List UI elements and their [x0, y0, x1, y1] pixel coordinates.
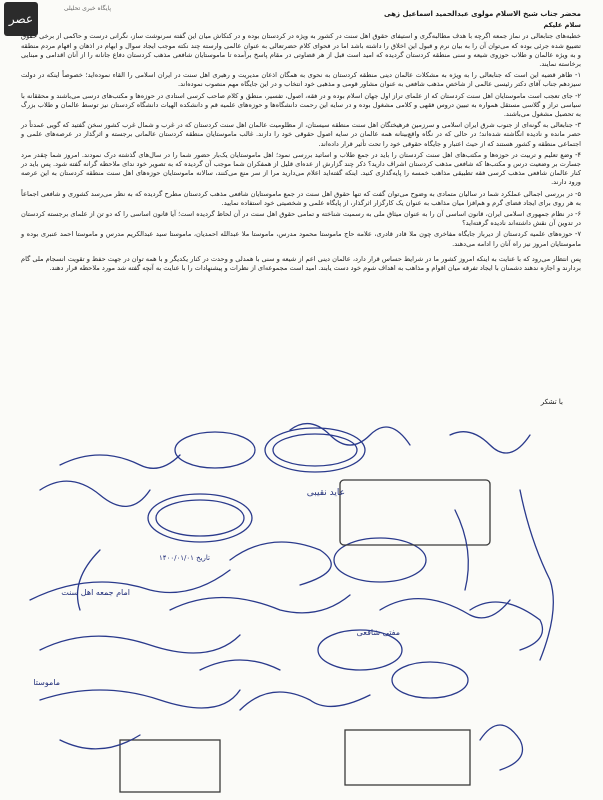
signature-scribble: [40, 481, 150, 506]
stamp-oval: [148, 494, 252, 542]
letter-point: ۴- وضع تعلیم و تربیت در حوزه‌ها و مکتب‌های اهل سنت کردستان را باید در جمع طلاب و اساتید بررسی نمود؛ اهل ماموستایان یک‌بار حضور شما را در سال‌های گذشته درک نمودند. امروز شما چقدر مرد جسارت بر وضعیت درس و مکتب‌ها که شافعی مذهب کردستان اشراف دارید؟ ذکر چند گزارش از عده‌ای قلیل از همفکران شما موجب آن گردیده که به تصویر خود ندای ملاحظه گرانه گفته شود. پس باید در کنار عالمان شافعی مذهب کرسی فقه تطبیقی مذاهب خمسه را پایه‌گذاری کنید. اینکه گفته‌اید اعلام می‌دارید مرا از سر منع می‌کنند، سالانه ماموستایان حوزه‌های اهل سنت منطقه کردستان به این عرصه ورود دارند.: [21, 150, 581, 187]
signature-scribble: [520, 490, 553, 660]
signatures-drawing: [0, 410, 603, 800]
signature-scribble: [40, 690, 240, 708]
signature-scribble: [60, 735, 140, 749]
letter-greeting: سلام علیکم: [543, 21, 581, 30]
signature-scribble: [40, 635, 240, 653]
signature-scribble: [78, 550, 101, 610]
stamp-oval: [156, 500, 244, 536]
signature-scribble: [450, 432, 530, 453]
stamp-oval: [392, 662, 468, 698]
letter-point: ۶- در نظام جمهوری اسلامی ایران، قانون اساسی آن را به عنوان میثاق ملی به رسمیت شناخته و تمامی حقوق اهل سنت در آن لحاظ گردیده است؛ آیا قانون اساسی را که دو تن از علمای برجسته کردستان در تدوین آن نقش داشته‌اند نادیده گرفته‌اید؟: [21, 210, 581, 228]
letter-point: ۷- حوزه‌های علمیه کردستان از دیرباز جایگاه مفاخری چون ملا قادر قادری، علامه حاج ماموستا محمود مدرس، ماموستا ملا عبدالله احمدیان، ماموستا سید عبدالکریم مدرس و ماموستا احمد عنبری بوده و ماموستایان امروز نیز راه آنان را ادامه می‌دهند.: [21, 230, 581, 248]
stamp-square: [340, 480, 490, 545]
letter-intro: خطبه‌های جنابعالی در نماز جمعه اگرچه با هدف مطالبه‌گری و استیفای حقوق اهل سنت در کشور به ویژه در کردستان بوده و در کنکاش میان این گفته سرنوشت ساز، نگرانی درست و حاکمی از برخی حقوق تضییع شده جرئی بوده که می‌توان آن را به بیان نرم و قبول این اخلاق را داشته باشد اما در فحوای کلام حضرتعالی به عنوان عالمی وارسته چند نکته موجب ایجاد سوال و ابهام در اذهان و افهام مردم منطقه و به ویژه عالمان و طلاب حوزوی شیعه و سنی منطقه کردستان گردیده که امید است قبل از هر قضاوتی در مقام پاسخ برآمده تا ماموستایان شافعی مذهب کردستان دفاع جانانه را از آنان اقدامی و مبنایی برخاسته نمایند.: [21, 32, 581, 69]
handwritten-note: تاریخ ۱۴۰۰/۰۱/۰۱: [159, 554, 210, 562]
letter-body: [21, 10, 581, 275]
signature-scribble: [200, 660, 280, 670]
signature-scribble: [240, 692, 370, 710]
stamp-square: [120, 740, 220, 792]
letter-point: ۱- ظاهر قضیه این است که جنابعالی را به ویژه به مشکلات عالمان دینی منطقه کردستان به نحوی به همگان اذعان مدیریت و رهبری اهل سنت در ایران اسلامی را القاء نموده‌اید؛ خصوصاً اینکه در دولت سیزدهم جناب آقای دکتر رئیسی عالمی از شاخص مذهب شافعی به عنوان مشاور قومی و مذهبی خود انتخاب و در این جایگاه مهم منصوب نموده‌اند.: [21, 71, 581, 89]
letter-point: ۲- جای تعجب است ماموستایان اهل سنت کردستان که از علمای تراز اول جهان اسلام بوده و در فقه، اصول، تفسیر، منطق و کلام صاحب کرسی استادی در حوزه‌ها و مکتب‌های درسی می‌باشند و محققانه با سیاسی تراز و گلاسی مستقل همواره به تبیین دروس فقهی و کلامی مشغول بوده و در سایه این رحمت دانشگاه‌ها و حوزه‌های علمیه قم و دانشکده الهیات دانشگاه کردستان نیز توسط عالمان و طلاب بزرگ به تحصیل مشغول می‌باشند.: [21, 91, 581, 119]
letter-point: ۵- در بررسی اجمالی عملکرد شما در سالیان متمادی به وضوح می‌توان گفت که تنها حقوق اهل سنت در جمع ماموستایان شافعی مذهب کردستان مطرح گردیده که به نظر می‌رسد کشوری و شافعی اجماعاً به هر روی برای ایجاد فضای گرم و هم‌افزا میان مذاهب به عنوان یک کارگزار اثرگذار، از پایگاه علمی و شخصیتی خود استفاده نمایید.: [21, 189, 581, 207]
stamp-text: ماموستا: [33, 678, 60, 687]
signature-scribble: [30, 570, 230, 600]
stamp-text: امام جمعه اهل سنت: [61, 588, 130, 597]
letter-closing-paragraph: پس انتظار می‌رود که با عنایت به اینکه امروز کشور ما در شرایط حساس قرار دارد، عالمان دینی اعم از شیعه و سنی با همدلی و وحدت در کنار یکدیگر و با همه توان در جهت حفظ و تقویت انسجام ملی گام بردارند و اجازه ندهند دشمنان با ایجاد تفرقه میان اقوام و مذاهب به اهداف شوم خود دست یابند. امید است مجموعه‌ای از نظرات و پیشنهادات را با عنایت به آنچه گفته شد مورد ملاحظه قرار دهند.: [21, 254, 581, 273]
signature-scribble: [480, 725, 523, 770]
signature-scribble: [455, 510, 468, 590]
stamp-text: مفتی شافعی: [356, 628, 400, 637]
stamp-square: [345, 730, 470, 785]
signature-scribble: [380, 599, 510, 618]
signatures-area: [0, 410, 603, 800]
signature-scribble: [470, 602, 543, 650]
letter-point: ۳- جنابعالی به گونه‌ای از جنوب شرق ایران اسلامی و سرزمین فرهیختگان اهل سنت منطقه سیستان، از مظلومیت عالمان اهل سنت کردستان که در غرب و شمال غرب کشور سخن گفتید که گویی عمدتاً در حصر مانده و نادیده انگاشته شده‌اند؛ در حالی که در نگاه واقع‌بینانه همه عالمان در سایه اصول حقوقی خود را دارند. غالب ماموستایان منطقه کردستان عالمانی برجسته و اثرگذار در عرصه‌های علمی و اجتماعی منطقه و کشور هستند که از حیث اعتبار و جایگاه حقوقی خود را تحت تأثیر قرار داده‌اند.: [21, 121, 581, 148]
stamp-oval: [273, 434, 357, 466]
signature-scribble: [60, 455, 180, 468]
stamp-text: عاید نقیبی: [306, 488, 345, 498]
watermark-logo: عصر: [4, 2, 38, 36]
signature-scribble: [170, 595, 350, 613]
stamp-oval: [175, 432, 255, 468]
watermark-text: پایگاه خبری تحلیلی: [63, 5, 111, 12]
signature-scribble: [230, 542, 331, 585]
letter-closing: با تشکر: [540, 398, 563, 406]
letter-addressee: محضر جناب شیخ الاسلام مولوی عبدالحمید اسماعیل زهی: [384, 10, 581, 18]
